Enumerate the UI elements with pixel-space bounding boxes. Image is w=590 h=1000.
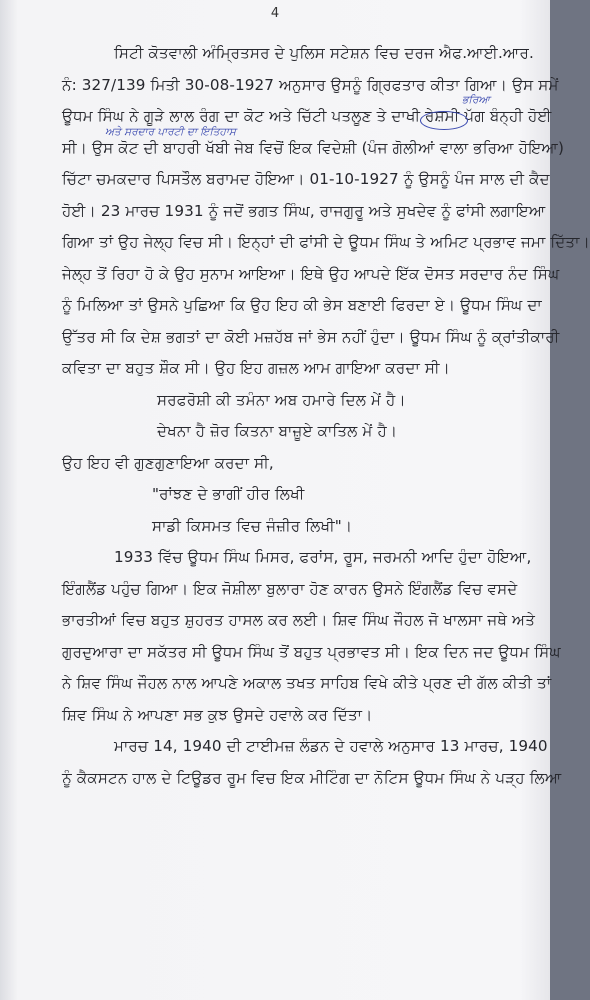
text-line: ਭਾਰਤੀਆਂ ਵਿਚ ਬਹੁਤ ਸ਼ੁਹਰਤ ਹਾਸਲ ਕਰ ਲਈ। ਸ਼ਿਵ ਸਿੰਘ ਜੌਹਲ ਜੋ ਖਾਲਸਾ ਜਥੇ ਅਤੇ — [62, 611, 536, 629]
text-line: ਕਵਿਤਾ ਦਾ ਬਹੁਤ ਸ਼ੌਕ ਸੀ। ਉਹ ਇਹ ਗਜ਼ਲ ਆਮ ਗਾਇਆ ਕਰਦਾ ਸੀ। — [62, 359, 450, 377]
text-line: ਚਿੱਟਾ ਚਮਕਦਾਰ ਪਿਸਤੌਲ ਬਰਾਮਦ ਹੋਇਆ। 01-10-1927 ਨੂੰ ਉਸਨੂੰ ਪੰਜ ਸਾਲ ਦੀ ਕੈਦ — [62, 170, 550, 188]
text-line: ਹੋਈ। 23 ਮਾਰਚ 1931 ਨੂੰ ਜਦੋਂ ਭਗਤ ਸਿੰਘ, ਰਾਜਗੁਰੂ ਅਤੇ ਸੁਖਦੇਵ ਨੂੰ ਫਾਂਸੀ ਲਗਾਇਆ — [62, 201, 546, 220]
text-line: ਮਾਰਚ 14, 1940 ਦੀ ਟਾਈਮਜ਼ ਲੰਡਨ ਦੇ ਹਵਾਲੇ ਅਨੁਸਾਰ 13 ਮਾਰਚ, 1940 — [114, 737, 548, 755]
text-line: 1933 ਵਿੱਚ ਊਧਮ ਸਿੰਘ ਮਿਸਰ, ਫਰਾਂਸ, ਰੂਸ, ਜਰਮਨੀ ਆਦਿ ਹੁੰਦਾ ਹੋਇਆ, — [114, 548, 532, 566]
text-line: ਉੱਤਰ ਸੀ ਕਿ ਦੇਸ਼ ਭਗਤਾਂ ਦਾ ਕੋਈ ਮਜ਼ਹੱਬ ਜਾਂ ਭੇਸ ਨਹੀਂ ਹੁੰਦਾ। ਊਧਮ ਸਿੰਘ ਨੂੰ ਕ੍ਰਾਂਤੀਕਾਰੀ — [62, 327, 560, 346]
text-line: ਸਾਡੀ ਕਿਸਮਤ ਵਿਚ ਜੰਜ਼ੀਰ ਲਿਖੀ"। — [152, 516, 353, 535]
page-number: 4 — [270, 6, 280, 21]
text-line: ਸੀ। ਉਸ ਕੋਟ ਦੀ ਬਾਹਰੀ ਖੱਬੀ ਜੇਬ ਵਿਚੋਂ ਇਕ ਵਿਦੇਸ਼ੀ (ਪੰਜ ਗੋਲੀਆਂ ਵਾਲਾ ਭਰਿਆ ਹੋਇਆ) — [62, 138, 565, 157]
handwritten-annotation-2: ਅਤੇ ਸਰਦਾਰ ਪਾਰਟੀ ਦਾ ਇਤਿਹਾਸ — [105, 126, 236, 138]
text-line: ਗੁਰਦੁਆਰਾ ਦਾ ਸਕੱਤਰ ਸੀ ਊਧਮ ਸਿੰਘ ਤੋਂ ਬਹੁਤ ਪ੍ਰਭਾਵਤ ਸੀ। ਇਕ ਦਿਨ ਜਦ ਊਧਮ ਸਿੰਘ — [62, 642, 561, 661]
handwritten-annotation-1: ਭਰਿਆ — [462, 94, 490, 106]
text-line: ਦੇਖਨਾ ਹੈ ਜ਼ੋਰ ਕਿਤਨਾ ਬਾਜ਼ੂਏ ਕਾਤਿਲ ਮੇਂ ਹੈ। — [157, 422, 398, 440]
text-line: ਗਿਆ ਤਾਂ ਉਹ ਜੇਲ੍ਹ ਵਿਚ ਸੀ। ਇਨ੍ਹਾਂ ਦੀ ਫਾਂਸੀ ਦੇ ਊਧਮ ਸਿੰਘ ਤੇ ਅਮਿਟ ਪ੍ਰਭਾਵ ਜਮਾ ਦਿੱਤਾ। — [62, 233, 590, 251]
document-body — [62, 38, 590, 794]
text-line: ਸ਼ਿਵ ਸਿੰਘ ਨੇ ਆਪਣਾ ਸਭ ਕੁਝ ਉਸਦੇ ਹਵਾਲੇ ਕਰ ਦਿੱਤਾ। — [62, 705, 373, 724]
text-line: ਸਿਟੀ ਕੋਤਵਾਲੀ ਅੰਮ੍ਰਿਤਸਰ ਦੇ ਪੁਲਿਸ ਸਟੇਸ਼ਨ ਵਿਚ ਦਰਜ ਐਫ.ਆਈ.ਆਰ. — [114, 44, 534, 62]
text-line: "ਰਾਂਝਣ ਦੇ ਭਾਗੀਂ ਹੀਰ ਲਿਖੀ — [152, 485, 305, 503]
text-line: ਨੂੰ ਮਿਲਿਆ ਤਾਂ ਉਸਨੇ ਪੁਛਿਆ ਕਿ ਉਹ ਇਹ ਕੀ ਭੇਸ ਬਣਾਈ ਫਿਰਦਾ ਏ। ਊਧਮ ਸਿੰਘ ਦਾ — [62, 296, 542, 314]
text-line: ਸਰਫਰੋਸ਼ੀ ਕੀ ਤਮੰਨਾ ਅਬ ਹਮਾਰੇ ਦਿਲ ਮੇਂ ਹੈ। — [157, 390, 406, 409]
handwritten-circle-mark — [420, 111, 468, 130]
text-line: ਊਧਮ ਸਿੰਘ ਨੇ ਗੂੜੇ ਲਾਲ ਰੰਗ ਦਾ ਕੋਟ ਅਤੇ ਚਿੱਟੀ ਪਤਲੂਣ ਤੇ ਦਾਖੀ ਰੇਸ਼ਮੀ ਪੱਗ ਬੰਨ੍ਹੀ ਹੋਈ — [62, 107, 552, 125]
text-line: ਨੂੰ ਕੈਕਸਟਨ ਹਾਲ ਦੇ ਟਿਊਡਰ ਰੂਮ ਵਿਚ ਇਕ ਮੀਟਿੰਗ ਦਾ ਨੋਟਿਸ ਊਧਮ ਸਿੰਘ ਨੇ ਪੜ੍ਹ ਲਿਆ — [62, 768, 562, 787]
text-line: ਉਹ ਇਹ ਵੀ ਗੁਣਗੁਣਾਇਆ ਕਰਦਾ ਸੀ, — [62, 453, 274, 472]
text-line: ਨੰ: 327/139 ਮਿਤੀ 30-08-1927 ਅਨੁਸਾਰ ਉਸਨੂੰ ਗ੍ਰਿਫਤਾਰ ਕੀਤਾ ਗਿਆ। ਉਸ ਸਮੇਂ — [62, 75, 559, 94]
text-line: ਇੰਗਲੈਂਡ ਪਹੁੰਚ ਗਿਆ। ਇਕ ਜੋਸ਼ੀਲਾ ਬੁਲਾਰਾ ਹੋਣ ਕਾਰਨ ਉਸਨੇ ਇੰਗਲੈਂਡ ਵਿਚ ਵਸਦੇ — [62, 579, 518, 598]
text-line: ਨੇ ਸ਼ਿਵ ਸਿੰਘ ਜੌਹਲ ਨਾਲ ਆਪਣੇ ਅਕਾਲ ਤਖਤ ਸਾਹਿਬ ਵਿਖੇ ਕੀਤੇ ਪ੍ਰਣ ਦੀ ਗੱਲ ਕੀਤੀ ਤਾਂ — [62, 674, 552, 692]
text-line: ਜੇਲ੍ਹ ਤੋਂ ਰਿਹਾ ਹੋ ਕੇ ਉਹ ਸੁਨਾਮ ਆਇਆ। ਇਥੇ ਉਹ ਆਪਦੇ ਇੱਕ ਦੋਸਤ ਸਰਦਾਰ ਨੰਦ ਸਿੰਘ — [62, 264, 560, 283]
